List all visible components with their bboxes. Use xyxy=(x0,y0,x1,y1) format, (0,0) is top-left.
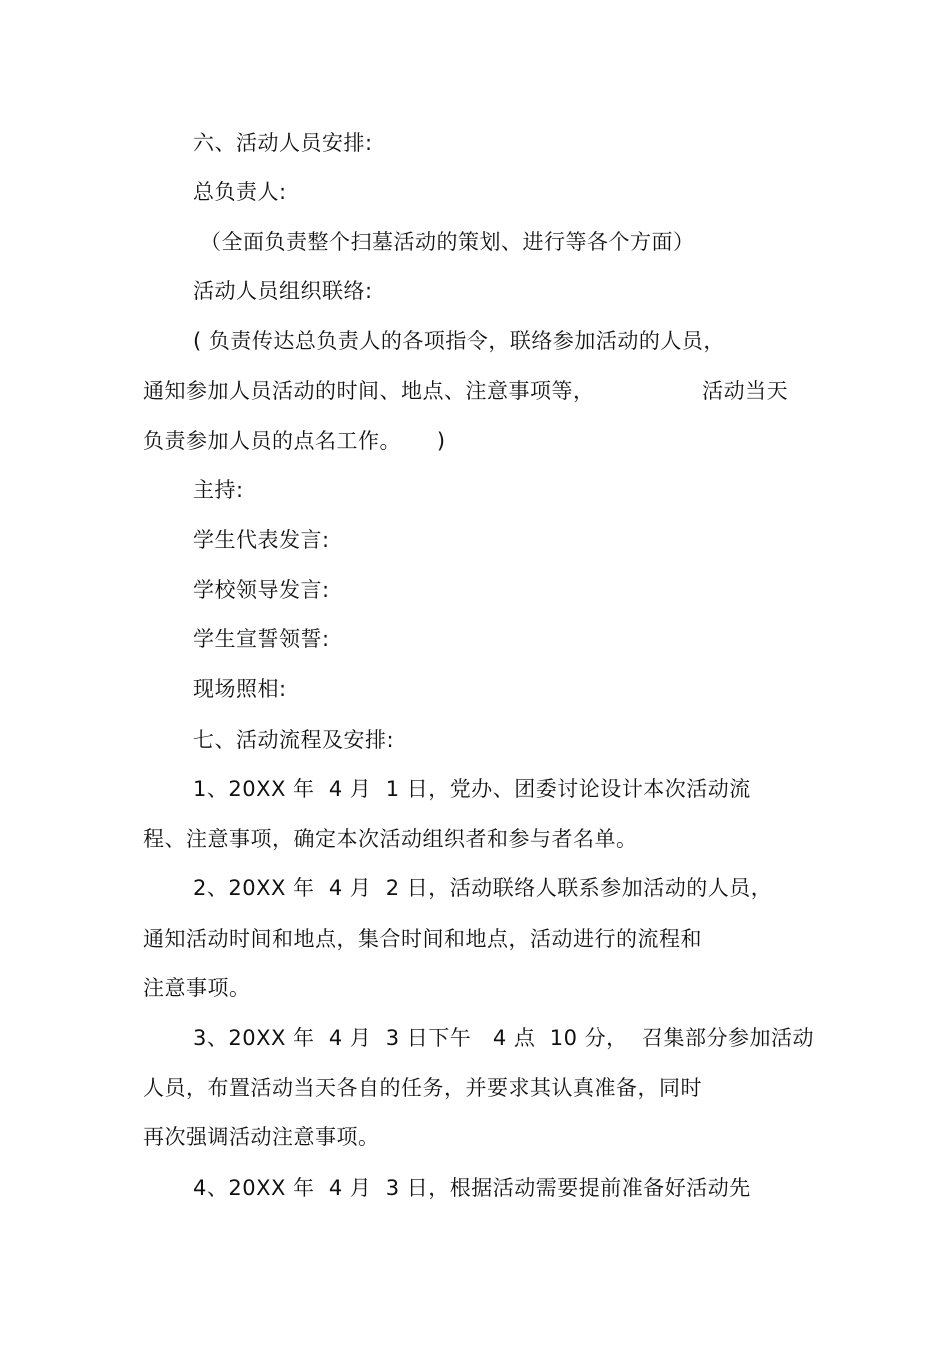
section-heading-process: 七、活动流程及安排: xyxy=(193,728,395,752)
role-leader-speech: 学校领导发言: xyxy=(193,578,330,602)
role-liaison-desc-line-3: 负责参加人员的点名工作。 ) xyxy=(143,429,446,453)
role-host: 主持: xyxy=(193,478,244,502)
process-item-2-line-3: 注意事项。 xyxy=(143,976,251,1000)
role-liaison-desc-line-1: ( 负责传达总负责人的各项指令，联络参加活动的人员， xyxy=(193,329,725,353)
role-liaison: 活动人员组织联络: xyxy=(193,279,373,303)
process-item-4-line-1: 4、20XX 年 4 月 3 日，根据活动需要提前准备好活动先 xyxy=(193,1176,751,1200)
role-student-speech: 学生代表发言: xyxy=(193,528,330,552)
role-oath-leader: 学生宣誓领誓: xyxy=(193,627,330,651)
role-liaison-desc-line-2: 通知参加人员活动的时间、地点、注意事项等， 活动当天 xyxy=(143,379,789,403)
role-general-leader-desc: （全面负责整个扫墓活动的策划、进行等各个方面） xyxy=(200,230,695,254)
process-item-1-line-1: 1、20XX 年 4 月 1 日，党办、团委讨论设计本次活动流 xyxy=(193,777,751,801)
process-item-3-line-1: 3、20XX 年 4 月 3 日下午 4 点 10 分， 召集部分参加活动 xyxy=(193,1026,814,1050)
process-item-3-line-3: 再次强调活动注意事项。 xyxy=(143,1125,380,1149)
process-item-1-line-2: 程、注意事项，确定本次活动组织者和参与者名单。 xyxy=(143,827,638,851)
process-item-3-line-2: 人员，布置活动当天各自的任务，并要求其认真准备，同时 xyxy=(143,1076,702,1100)
role-photographer: 现场照相: xyxy=(193,677,287,701)
role-general-leader: 总负责人: xyxy=(193,180,287,204)
process-item-2-line-2: 通知活动时间和地点，集合时间和地点，活动进行的流程和 xyxy=(143,927,702,951)
process-item-2-line-1: 2、20XX 年 4 月 2 日，活动联络人联系参加活动的人员， xyxy=(193,876,773,900)
section-heading-staff: 六、活动人员安排: xyxy=(193,131,373,155)
